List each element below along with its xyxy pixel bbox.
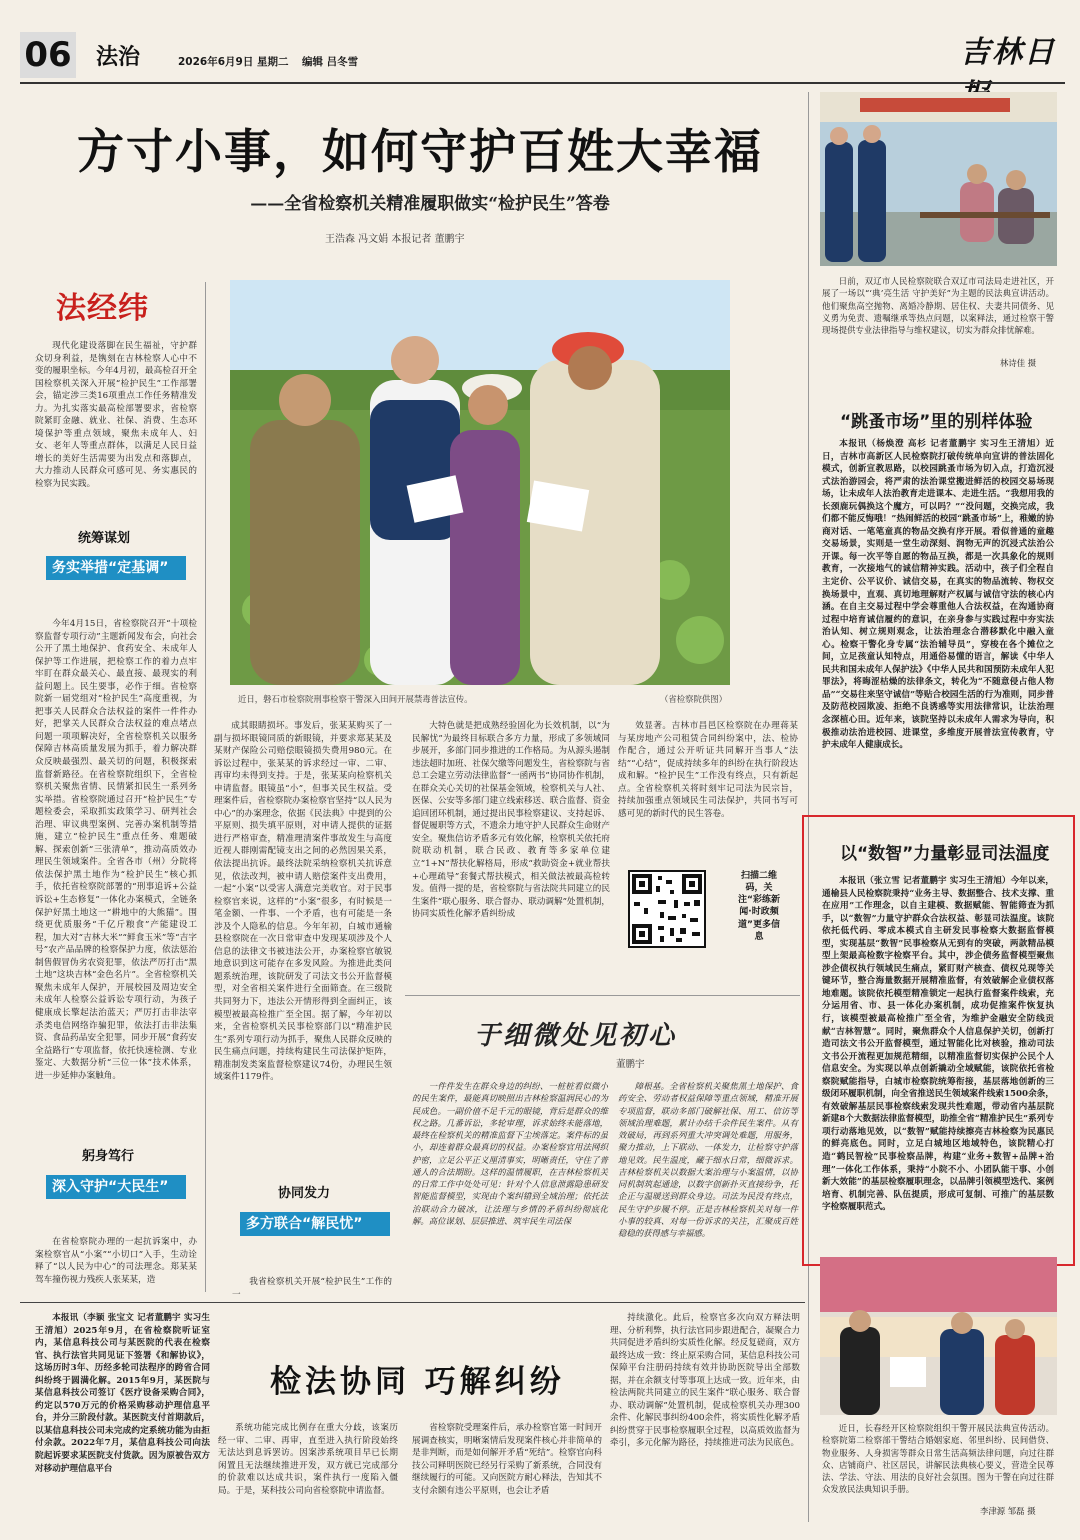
- page-number: 06: [20, 32, 76, 78]
- issue-date: 2026年6月9日 星期二: [178, 56, 289, 68]
- rail-story2-title[interactable]: 以“数智”力量彰显司法温度: [840, 844, 1050, 864]
- lead-col4-body: 效显著。吉林市昌邑区检察院在办理蒋某与某房地产公司租赁合同纠纷案中，法、检协作配合，通过公开听证共同解开当事人“法结”“心结”，促成持续多年的纠纷在执行阶段达成和解。“检护民生”工作没有终点，只有新起点。全省检察机关将时刻牢记司法为民宗旨，持续加强重点领域民生司法保护，共同书写可感可见的新时代的民生答卷。: [618, 721, 798, 819]
- lead-col2-body: 成其眼睛损坏。事发后，张某某购买了一副与损坏眼镜同质的新眼镜，并要求郑某某及某财产保险公司赔偿眼镜损失费用980元。在诉讼过程中，张某某的诉求经过一审、二审、再审均未得到支持。于是，张某某向检察机关申请监督。眼镜虽“小”，但事关民生权益。受理案件后，省检察院办案检察官坚持“以人民为中心”的办案理念，依据《民法典》中提到的公平原则、损失填平原则，对申请人提供的证据进行严格审查，精准理清案件事故发生与高度近视人群刚需配镜支出之间的必然因果关系，依法提出抗诉。最终法院采纳检察机关抗诉意见，依法改判，被申请人赔偿案件支出费用，一起“小案”以受害人满意完美收官。对于民事检察官来说，这样的“小案”很多，有时候是一笔金额、一件事、一个矛盾，也有可能是一条涉及个人隐私的信息。今年年初，白城市通榆县检察院在一次日常审查中发现某项涉及个人信息的法律文书被违法公开，办案检察官敏锐地意识到这可能存在多发风险。为推进此类问题系统治理，该院研发了司法文书公开监督模型，对全省相关案件进行全面筛查。在三级院共同努力下，违法公开情形得到全面纠正，该模型被最高检推广至全国。据了解，今年初以来，全省检察机关民事检察部门以“精准护民生”系列专项行动为抓手，聚焦人民群众反映的民生痛点问题，持续构建民生司法保护矩阵，精准制发类案监督检察建议74份，办理民生领域案件1179件。: [214, 721, 392, 1083]
- lead-byline: 王浩森 冯文娟 本报记者 董鹏宇: [325, 234, 465, 245]
- rail-photo-2: [820, 1257, 1057, 1415]
- lead-subheadline: ——全省检察机关精准履职做实“检护民生”答卷: [250, 194, 610, 214]
- newspaper-masthead: 吉林日: [960, 35, 1056, 70]
- rail-photo1-caption: 日前，双辽市人民检察院联合双辽市司法局走进社区，开展了一场以“‘典’亮生活 守护美好”为主题的民法典宣讲活动。他们聚焦高空抛物、离婚冷静期、居住权、夫妻共同债务、见义勇为免责、遗嘱继承等热点问题，以案释法，通过检察干警现场提供专业法律指导与维权建议，切实为群众排忧解难。: [822, 276, 1054, 336]
- market-promotion-illustration: [820, 1257, 1057, 1415]
- bottom-col1: 本报讯（李颖 张宝文 记者董鹏宇 实习生王清旭）2025年9月，在省检察院听证室内，某信息科技公司与某医院的代表在检察官、执行法官共同见证下签署《和解协议》，这场历时3年、历经多轮司法程序的跨省合同纠纷终于圆满化解。2015年9月，某医院与某信息科技公司签订《医疗设备采购合同》，约定以570万元的价格采购移动护理信息平台，并分三阶段付款。某医院支付首期款后，以某信息科技公司未完成约定系统功能为由拒付余款。2022年7月，某信息科技公司向法院起诉要求某医院支付货款。因为原被告双方对移动护理信息平台: [35, 1313, 210, 1474]
- commentary-title[interactable]: 于细微处见初心: [474, 1021, 678, 1051]
- rail-photo2-caption: 近日，长春经开区检察院组织干警开展民法典宣传活动。检察院第二检察部干警结合婚姻家庭、邻里纠纷、民间借贷、物业服务、人身损害等群众日常生活高频法律问题，向过往群众、店铺商户、社区居民，讲解民法典核心要义，营造全民尊法、学法、守法、用法的良好社会氛围。图为干警在向过往群众发放民法典知识手册。: [822, 1423, 1054, 1495]
- editor-credit: 编辑 吕冬雪: [302, 56, 359, 68]
- header-rule: [20, 82, 1065, 84]
- section-name: 法治: [96, 45, 141, 70]
- lead-col1-intro: 现代化建设落脚在民生福祉，守护群众切身利益，是镌刻在吉林检察人心中不变的履职坐标。今年4月初，最高检召开全国检察机关深入开展“检护民生”工作部署会，锚定涉三类16项重点工作任务精准发力。为扎实落实最高检部署要求，省检察院紧盯金融、就业、社保、消费、生态环境保护等重点领域，聚焦未成年人、妇女、老年人等重点群体，以满足人民日益增长的美好生活需要为出发点和落脚点，大力推动人民群众可感可见、务实惠民的检察为民实践。: [35, 341, 197, 490]
- kicker-xietong: 协同发力: [278, 1186, 331, 1201]
- photo-caption: 近日，磐石市检察院刑事检察干警深入田间开展禁毒普法宣传。: [238, 694, 473, 704]
- rail-story1-body: 本报讯（杨焕澄 高杉 记者董鹏宇 实习生王清旭）近日，吉林市高新区人民检察院打破传统单向宣讲的普法固化模式，创新宣教思路，以校园跳蚤市场为切入点，打造沉浸式法治游园会，将严肃的法治课堂搬进鲜活的校园交易场现场，让未成年人法治教育走进课本、走进生活。“我想用我的长颈鹿玩偶换这个魔方，可以吗？”“没问题，交换完成，我们都不能反悔哦！”热闹鲜活的校园“跳蚤市场”上，稚嫩的协商对话、一笔笔童真的物品交换有序开展。看似普通的童趣交易场景，实则是一堂生动深刻、润物无声的沉浸式法治公开课。每一次平等自愿的物品互换，都是一次具象化的规则教育，一次接地气的诚信精神实践。活动中，孩子们全程自主定价、公平议价、诚信交易，在真实的物品流转、物权交换场景中，直观、真切地理解财产权属与诚信守法的核心内涵。在自主交易过程中学会尊重他人合法权益，在沟通协商过程中培育诚信履约的意识，在亲身参与实践过程中夯实法治认知、树立规则观念，让法治理念合潜移默化中融入童心。检察干警化身专属“法治辅导员”，穿梭在各个摊位之间，立足孩童认知特点，用通俗易懂的语言，解读《中华人民共和国未成年人保护法》《中华人民共和国预防未成年人犯罪法》，将晦涩枯燥的法律条文，转化为“不随意侵占他人物品”“交易往来坚守诚信”等贴合校园生活的行为准则，同步普及防范校园欺凌、拒绝不良诱惑等实用法律常识，让法治理念深植心田。近年来，该院坚持以未成年人需求为导向，积极推动法治进校园、进课堂，多维度开展普法宣传教育，守护未成年人健康成长。: [822, 439, 1054, 751]
- lead-col1-tail: 在省检察院办理的一起抗诉案中，办案检察官从“小案”“小切口”入手，生动诠释了“以人民为中心”的司法理念。郑某某驾车撞伤视力残疾人张某某，造: [35, 1237, 197, 1285]
- lead-col3-body: 大特色就是把成熟经验固化为长效机制，以“为民解忧”为最终目标联合多方力量，形成了多领域同步展开，多部门同步推进的工作格局。为从源头遏制违法超时加班、社保欠缴等问题发生，省检察院与省总工会建立劳动法律监督“一函两书”协同协作机制，在群众关心关切的社保基金领域，检察机关与人社、医保、公安等多部门建立线索移送、联合监督、资金追回团环机制，通过提出民事检察建议、支持起诉、督促履职等方式，不遗余力地守护人民群众生命财产安全。聚焦信访矛盾多元有效化解，检察机关依托府院联动机制，联合民政、教育等多家单位建立“1+N”帮扶化解格局，形成“救助资金+就业帮扶+心理疏导”套餐式帮扶模式，相关做法被最高检转发。值得一提的是，省检察院与省法院共同建立的民生案件“联心服务、联合督办、联动调解”处置机制，协同实质性化解矛盾纠纷成: [412, 721, 610, 920]
- qr-code-icon: [630, 872, 704, 946]
- kicker-gongshen: 躬身笃行: [82, 1149, 135, 1164]
- kicker-tongchou: 统筹谋划: [78, 531, 131, 546]
- column-divider: [205, 282, 206, 1292]
- rail-photo-1: [820, 92, 1057, 266]
- lead-headline[interactable]: 方寸小事，如何守护百姓大幸福: [77, 125, 763, 180]
- farm-scene-illustration: [230, 280, 730, 685]
- rail-photo1-credit: 林诗佳 摄: [1000, 358, 1037, 368]
- tag-jieminyou: 多方联合“解民忧”: [240, 1212, 390, 1236]
- bottom-headline[interactable]: 检法协同 巧解纠纷: [270, 1364, 565, 1400]
- tag-dingjidiao: 务实举措“定基调”: [46, 556, 186, 580]
- bottom-col4: 持续激化。此后，检察官多次向双方释法明理、分析利弊，执行法官同步跟进配合，凝聚合力共同促进矛盾纠纷实质性化解。经反复磋商，双方最终达成一致：终止原采购合同，某信息科技公司保障平台注册码持续有效并协助医院导出全部数据，并在余额支付等事项上达成一致。近年来，由检法两院共同建立的民生案件“联心服务、联合督办、联动调解”处置机制，促成检察机关办理300余件、化解民事纠纷400余件，将实质性化解矛盾纠纷贯穿于民事检察履职全过程，以高质效监督为牵引，多元化解为路径，持续推进司法为民底色。: [610, 1313, 800, 1449]
- column-divider: [808, 92, 809, 1522]
- tag-dayminsheng: 深入守护“大民生”: [46, 1175, 186, 1199]
- column-logo: 法经纬: [56, 291, 149, 326]
- commentary-author: 董鹏宇: [616, 1059, 645, 1070]
- rail-photo2-credit: 李津源 邹磊 摄: [980, 1506, 1036, 1516]
- bottom-col2: 系统功能完成比例存在重大分歧，该案历经一审、二审、再审，直至进入执行阶段始终无法达到息诉罢访。因案涉系统项目早已长期闲置且无法继续推进开发，双方就已完成部分的价款难以达成共识，案件执行一度陷入僵局。于是，某科技公司向省检察院申请监督。: [218, 1423, 398, 1496]
- lead-col1-body: 今年4月15日，省检察院召开“十项检察监督专项行动”主题新闻发布会，向社会公开了黑土地保护、食药安全、未成年人保护等工作进展，把检察工作的着力点牢牢盯在群众最关心、最直接、最现实的利益问题上。民生要事，必作于细。省检察院新一届党组对“检护民生”高度重视，为把事关人民群众合法权益的案件一件件办好，把掌关人民群众合法权益的难点堵点问题一项项解决好，全省检察机关以服务保障吉林高质量发展为抓手，着力解决群众反映最强烈、最关切的问题，积极探索监督新路径。在省检察院组织下，全省检察机关聚焦省情、民情紧扣民生一系列务实举措。省检察院通过召开“检护民生”专题检委会，采取抓实政策学习、研判社会治理、审议典型案例、完善办案机制等措施，建立“检护民生”重点任务、难题破解、探索创新“三张清单”，推动高质效办理民生领域案件。全省各市（州）分院将依法保护黑土地作为“检护民生”核心抓手，依托省检察院部署的“刑事追诉+公益诉讼+生态修复”一体化办案模式，全链条保护好黑土地这一“耕地中的大熊猫”。围绕更优质服务“千亿斤粮食”产能建设工程，加大对“吉林大米”“鲜食玉米”等“吉字号”农产品品牌的检察保护力度，依法惩治制售假冒伪劣农资犯罪，依法严厉打击“黑土地”这块吉林“金色名片”。全省检察机关聚焦未成年人保护，开展校园及周边安全未成年人检察公益诉讼专项行动，为孩子健康成长擎起法治蓝天；严厉打击非法宰杀类电信网络诈骗犯罪，依法打击非法集资、食品药品安全犯罪，同步开展“食药安全益路行”专项监督，依托快速检测、专业鉴定、大数据分析“三位一体”技术体系，进一步延伸办案触角。: [35, 619, 197, 1081]
- qr-code[interactable]: [628, 870, 706, 948]
- photo-credit: （省检察院供图）: [660, 694, 727, 704]
- lead-photo: [230, 280, 730, 685]
- section-divider: [20, 1302, 805, 1303]
- bottom-col3: 省检察院受理案件后，承办检察官第一时间开展调查核实，明晰案情后发现案件核心并非简单的是非判断，而是如何解开矛盾“死结”。检察官向科技公司释明医院已经另行采购了新系统，合同没有继续履行的可能。又向医院方耐心释法，告知其不支付余额有违公平原则，也会让矛盾: [412, 1423, 602, 1496]
- rail-story2-body: 本报讯（张立雪 记者董鹏宇 实习生王清旭）今年以来，通榆县人民检察院秉持“业务主导、数据整合、技术支撑、重在应用”工作理念，以自主建模、数据赋能、智能筛查为抓手，以“数智”力量守护群众合法权益、彰显司法温度。该院依托低代码、零成本模式自主研发民事检察大数据监督模型，实现基层“数智”民事检察从无到有的突破，两款精品模型上架最高检数字检察平台。其中，涉企债务监督模型聚焦涉企债权执行领域民生痛点，紧盯财产核查、债权兑现等关键环节，整合海量数据开展精准监督，有效破解企业债权落地难题。该院依托模型精准锁定一起执行监督案件线索，充分运用省、市、县一体化办案机制，成功促推案件恢复执行，该模型被最高检推广至全省，为维护金融安全防线贡献“吉林智慧”。同时，聚焦群众个人信息保护关切，创新打造司法文书公开监督模型，通过智能化比对核验，推动司法文书公开流程更加规范精细，以精准监督切实保护公民个人信息安全。为实现以单点创新撬动全域赋能，该院依托省检察院赋能指导，白城市检察院统筹衔接，基层落地创新的三级闭环履职机制，向全省推送民生领域案件线索1500余条，有效破解基层民事检察线索发现共性难题，带动省内基层院新建8个大数据法律监督模型，助推全省“精准护民生”系列专项行动落地见效，以“数智”赋能持续擦亮吉林检察为民惠民的鲜亮底色。同时，立足白城地区地域特色，该院精心打造“鹤民智检”民事检察品牌，构建“业务+数智+品牌+治理”一体化工作体系，秉持“小院不小、小团队能干事、小创新大效能”的基层检察履职理念，以品牌引领模型迭代、案例培育、机制完善、队伍提质，形成可复制、可推广的基层数字检察履职范式。: [822, 876, 1054, 1213]
- commentary-divider: [405, 995, 800, 996]
- commentary-col1: 一件件发生在群众身边的纠纷、一桩桩看似微小的民生案件，最能真切映照出吉林检察温润民心的为民成色。一副价值不足千元的眼镜，背后是群众的维权之路。几番诉讼，多轮审理，诉求始终未能落地，最终在检察机关的精准监督下尘埃落定。案件标的虽小，却连着群众最真切的权益。办案检察官用法网织护密，立足公平正义厘清事实，明晰责任，守住了普通人的合法期盼。这样的温情履职，在吉林检察机关的日常工作中处处可见：针对个人信息泄露隐患研发智能监督模型，实现由个案纠错到全域治理；依托法治联动合力破冰，让法理与乡情的矛盾纠纷彻底化解。高位谋划、层层推进、筑牢民生司法保: [412, 1081, 608, 1226]
- lead-col2-tail: 我省检察机关开展“检护民生”工作的一: [232, 1277, 392, 1300]
- qr-label: 扫描二维码，关注“彩练新闻·时政频道”更多信息: [738, 871, 780, 942]
- community-lecture-illustration: [820, 92, 1057, 266]
- rail-story1-title[interactable]: “跳蚤市场”里的别样体验: [840, 412, 1033, 432]
- commentary-col2: 障根基。全省检察机关聚焦黑土地保护、食药安全、劳动者权益保障等重点领域，精准开展专项监督，联动多部门破解社保、用工、信访等领域治理难题，累计办结千余件民生案件。从有效破局，再到系列重大冲突调处难题，用服务，聚力推动，上下联动、一体发力，让检察守护落地见效。民生温度，藏于细水日常，细微诉求。吉林检察机关以数据大案治理与小案温情，以协同机制筑起通途，以数字创新扑灭直接纷争，托企正与温暖送到群众身边。司法为民没有终点，民生守护步履不停。正是吉林检察机关对每一件小事的较真、对每一份诉求的关注，汇聚成百姓稳稳的获得感与幸福感。: [618, 1081, 798, 1239]
